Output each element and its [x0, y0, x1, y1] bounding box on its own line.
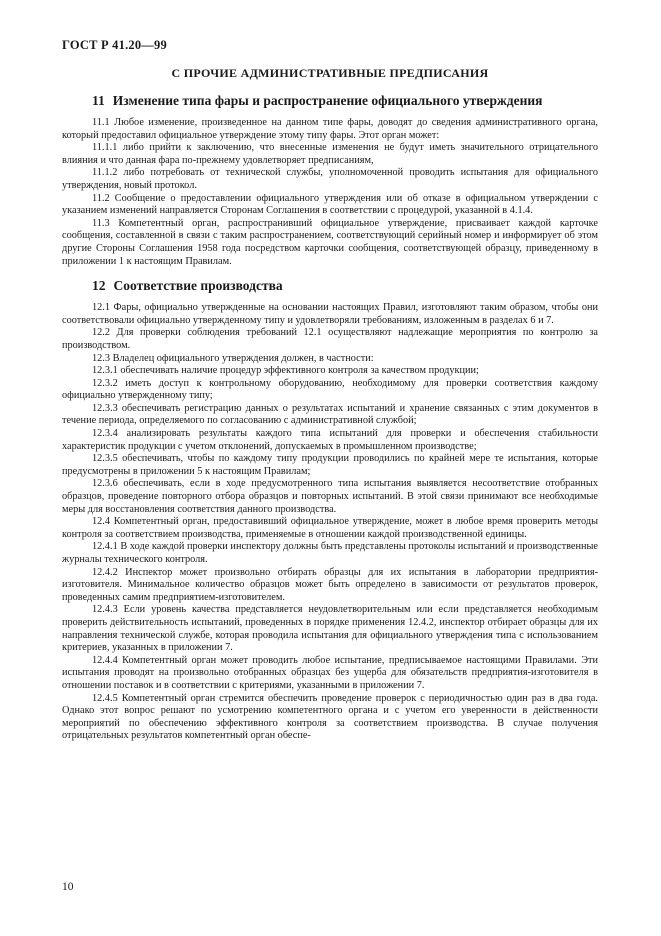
- section-title: Изменение типа фары и распространение официального утверждения: [112, 93, 543, 108]
- section-title: Соответствие производства: [113, 278, 283, 294]
- paragraph: 12.3.5 обеспечивать, чтобы по каждому типу продукции проводились по крайней мере те испытания, которые предусмотрены в приложении 5 к настоящим Правилам;: [62, 453, 598, 477]
- paragraph: 12.4 Компетентный орган, предоставивший официальное утверждение, может в любое время проверить методы контроля за соответствием производства, применяемые в отношении каждой производственной единицы.: [62, 516, 598, 540]
- page-number: 10: [62, 881, 74, 893]
- paragraph: 12.3.6 обеспечивать, если в ходе предусмотренного типа испытания выявляется несоответствие отобранных образцов, проведение повторного отбора образцов и повторных испытаний. В этой связи принимают все необходимые меры для восстановления соответствия данного производства.: [62, 478, 598, 515]
- paragraph: 11.1 Любое изменение, произведенное на данном типе фары, доводят до сведения административного органа, который предоставил официальное утверждение этому типу фары. Этот орган может:: [62, 117, 598, 141]
- document-body: [62, 66, 598, 743]
- paragraph: 12.1 Фары, официально утвержденные на основании настоящих Правил, изготовляют таким образом, чтобы они соответствовали официально утвержденному типу и удовлетворяли требованиям, изложенным в разделах 6 и 7.: [62, 302, 598, 326]
- paragraph: 11.1.2 либо потребовать от технической службы, уполномоченной проводить испытания для официального утверждения, новый протокол.: [62, 167, 598, 191]
- paragraph: 12.3.3 обеспечивать регистрацию данных о результатах испытаний и хранение связанных с этим документов в течение периода, определяемого по согласованию с административной службой;: [62, 402, 598, 427]
- part-title: С ПРОЧИЕ АДМИНИСТРАТИВНЫЕ ПРЕДПИСАНИЯ: [171, 66, 489, 80]
- paragraph: 12.2 Для проверки соблюдения требований 12.1 осуществляют надлежащие мероприятия по контролю за производством.: [62, 327, 598, 351]
- paragraph: 12.3.4 анализировать результаты каждого типа испытаний для проверки и обеспечения стабильности характеристик продукции с учетом отклонений, допускаемых в промышленном производстве;: [62, 428, 598, 452]
- paragraph: 11.3 Компетентный орган, распространивший официальное утверждение, присваивает каждой карточке сообщения, составленной в связи с таким распространением, соответствующий серийный номер и информирует об этом другие Стороны Соглашения 1958 года посредством карточки сообщения, соответствующей образцу, приведенному в приложении 1 к настоящим Правилам.: [62, 217, 598, 267]
- section-heading: [92, 278, 598, 294]
- paragraph: 12.4.1 В ходе каждой проверки инспектору должны быть представлены протоколы испытаний и производственные журналы технического контроля.: [62, 541, 598, 565]
- section-heading: [92, 93, 598, 109]
- paragraph: 12.4.5 Компетентный орган стремится обеспечить проведение проверок с периодичностью один раз в два года. Однако этот вопрос решают по усмотрению компетентного органа и с учетом его уверенности в действенности мероприятий по обеспечению эффективного контроля за соответствием производства. В случае получения отрицательных результатов компетентный орган обеспе-: [62, 692, 598, 742]
- paragraph: 11.1.1 либо прийти к заключению, что внесенные изменения не будут иметь значительного отрицательного влияния и что данная фара по-прежнему удовлетворяет предписаниям,: [62, 142, 598, 166]
- section-12: [62, 278, 598, 743]
- section-11: [62, 93, 598, 268]
- paragraph: 12.4.2 Инспектор может произвольно отбирать образцы для их испытания в лаборатории предприятия-изготовителя. Минимальное количество образцов может быть определено в зависимости от результатов проверок, проведенных самим предприятием-изготовителем.: [62, 566, 598, 603]
- paragraph: 12.4.3 Если уровень качества представляется неудовлетворительным или если представляется необходимым проверить действительность испытаний, проведенных в порядке применения 12.4.2, инспектор отбирает образцы для их направления технической службе, которая проводила испытания для официального утверждения типа с использованием критериев, указанных в приложении 7.: [62, 604, 598, 654]
- paragraph: 12.3.1 обеспечивать наличие процедур эффективного контроля за качеством продукции;: [92, 365, 479, 377]
- paragraph: 12.3.2 иметь доступ к контрольному оборудованию, необходимому для проверки соответствия каждому официально утвержденному типу;: [62, 377, 598, 402]
- paragraph: 12.4.4 Компетентный орган может проводить любое испытание, предписываемое настоящими Правилами. Эти испытания проводят на произвольно отобранных образцах без ущерба для обязательств предприятия-изготовителя в отношении поставок и в соответствии с критериями, указанными в приложении 7.: [62, 654, 598, 691]
- paragraph: 11.2 Сообщение о предоставлении официального утверждения или об отказе в официальном утверждении с указанием изменений направляется Сторонам Соглашения в соответствии с процедурой, указанной в 4.1.4.: [62, 192, 598, 217]
- section-number: 12: [92, 278, 106, 294]
- document-code: ГОСТ Р 41.20—99: [62, 38, 167, 52]
- section-number: 11: [92, 93, 105, 108]
- paragraph: 12.3 Владелец официального утверждения должен, в частности:: [92, 352, 374, 364]
